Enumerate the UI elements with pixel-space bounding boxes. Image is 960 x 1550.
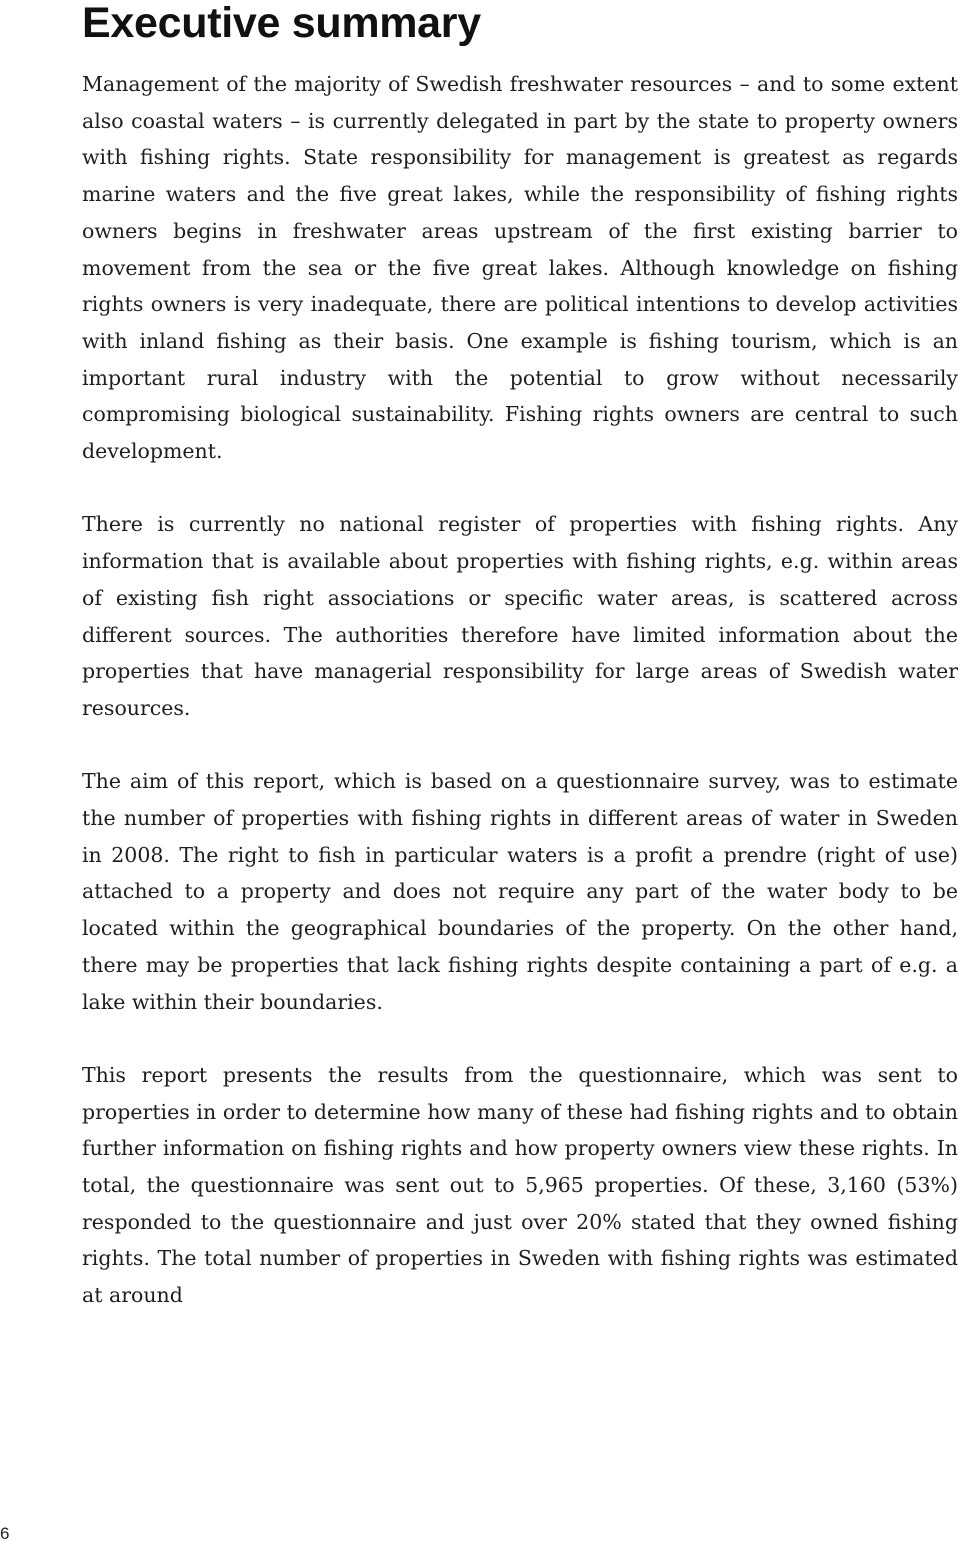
- paragraph-aim: The aim of this report, which is based on a questionnaire survey, was to estimate the number of properties with fishing rights in different areas of water in Sweden in 2008. The right to fish in particular waters is a profit a prendre (right of use) attached to a property and does not require any part of the water body to be located within the geographical boundaries of the property. On the other hand, there may be properties that lack fishing rights despite containing a part of e.g. a lake within their boundaries.: [82, 769, 958, 1014]
- page-number: 6: [0, 1524, 10, 1543]
- paragraph-register: There is currently no national register of properties with fishing rights. Any information that is available about properties with fishing rights, e.g. within areas of existing fish right associations or specific water areas, is scattered across different sources. The authorities therefore have limited information about the properties that have managerial responsibility for large areas of Swedish water resources.: [82, 512, 958, 720]
- page-title: Executive summary: [82, 0, 481, 47]
- paragraph-intro: Management of the majority of Swedish freshwater resources – and to some extent also coastal waters – is currently delegated in part by the state to property owners with fishing rights. State responsibility for management is greatest as regards marine waters and the five great lakes, while the responsibility of fishing rights owners begins in freshwater areas upstream of the first existing barrier to movement from the sea or the five great lakes. Although knowledge on fishing rights owners is very inadequate, there are political intentions to develop activities with inland fishing as their basis. One example is fishing tourism, which is an important rural industry with the potential to grow without necessarily compromising biological sustainability. Fishing rights owners are central to such development.: [82, 72, 958, 464]
- paragraph-results: This report presents the results from the questionnaire, which was sent to properties in order to determine how many of these had fishing rights and to obtain further information on fishing rights and how property owners view these rights. In total, the questionnaire was sent out to 5,965 properties. Of these, 3,160 (53%) responded to the questionnaire and just over 20% stated that they owned fishing rights. The total number of properties in Sweden with fishing rights was estimated at around: [82, 1062, 958, 1308]
- body-text: [82, 66, 958, 1314]
